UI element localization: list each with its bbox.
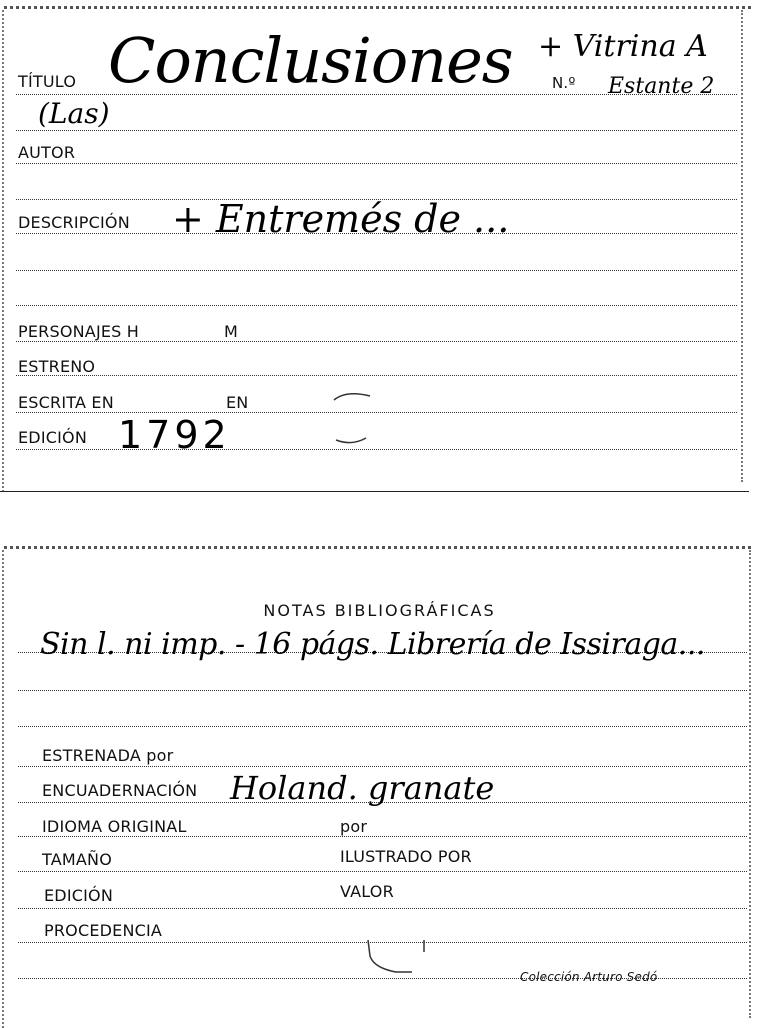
estrenada-por-label: ESTRENADA por: [42, 746, 174, 765]
tamano-label: TAMAÑO: [42, 850, 112, 869]
handwritten-binding: Holand. granate: [230, 769, 495, 807]
rule-line: [16, 305, 737, 306]
rule-line: [16, 270, 737, 271]
idioma-original-label: IDIOMA ORIGINAL: [42, 817, 187, 836]
valor-label: VALOR: [340, 882, 394, 901]
rule-line: [18, 690, 747, 691]
por-label: por: [340, 817, 368, 836]
rule-line: [16, 163, 737, 164]
card-top-edge: [4, 6, 751, 15]
card-right-edge: [745, 550, 751, 1018]
procedencia-label: PROCEDENCIA: [44, 921, 163, 940]
rule-line: [16, 341, 737, 342]
estreno-label: ESTRENO: [18, 357, 96, 376]
punch-hole-mark: [326, 388, 386, 448]
rule-line: [18, 836, 747, 837]
numero-label: N.º: [552, 74, 576, 92]
rule-line: [18, 908, 747, 909]
ilustrado-por-label: ILUSTRADO POR: [340, 847, 472, 866]
card-right-edge: [737, 10, 743, 482]
rule-line: [18, 726, 747, 727]
rule-line: [18, 871, 747, 872]
handwritten-shelf-number: Estante 2: [608, 74, 715, 99]
handwritten-shelf-location: + Vitrina A: [538, 29, 708, 64]
edicion-label: EDICIÓN: [18, 428, 88, 447]
escrita-en-second-label: EN: [226, 393, 249, 412]
autor-label: AUTOR: [18, 143, 76, 162]
card-left-edge: [2, 10, 10, 492]
encuadernacion-label: ENCUADERNACIÓN: [42, 781, 198, 800]
handwritten-description: + Entremés de ...: [172, 197, 510, 241]
personajes-m-label: M: [224, 322, 239, 341]
escrita-en-label: ESCRITA EN: [18, 393, 114, 412]
descripcion-label: DESCRIPCIÓN: [18, 213, 130, 232]
titulo-label: TÍTULO: [18, 72, 77, 91]
card-bottom-edge: [0, 491, 749, 492]
catalog-card-front: [0, 0, 759, 492]
card-left-edge: [2, 550, 10, 1028]
handwritten-edition-year: 1792: [118, 413, 231, 457]
rule-line: [16, 130, 737, 131]
notas-bibliograficas-heading: NOTAS BIBLIOGRÁFICAS: [263, 601, 496, 620]
handwritten-title-article: (Las): [38, 97, 110, 130]
collection-footer: Colección Arturo Sedó: [520, 970, 658, 984]
rule-line: [18, 766, 747, 767]
rule-line: [16, 375, 737, 376]
card-top-edge: [4, 546, 751, 555]
personajes-h-label: PERSONAJES H: [18, 322, 140, 341]
handwritten-title: Conclusiones: [108, 24, 513, 97]
bracket-mark: [360, 938, 440, 978]
catalog-card-back: [0, 540, 759, 1028]
handwritten-notes: Sin l. ni imp. - 16 págs. Librería de Issiraga...: [40, 627, 705, 662]
edicion-back-label: EDICIÓN: [44, 886, 114, 905]
